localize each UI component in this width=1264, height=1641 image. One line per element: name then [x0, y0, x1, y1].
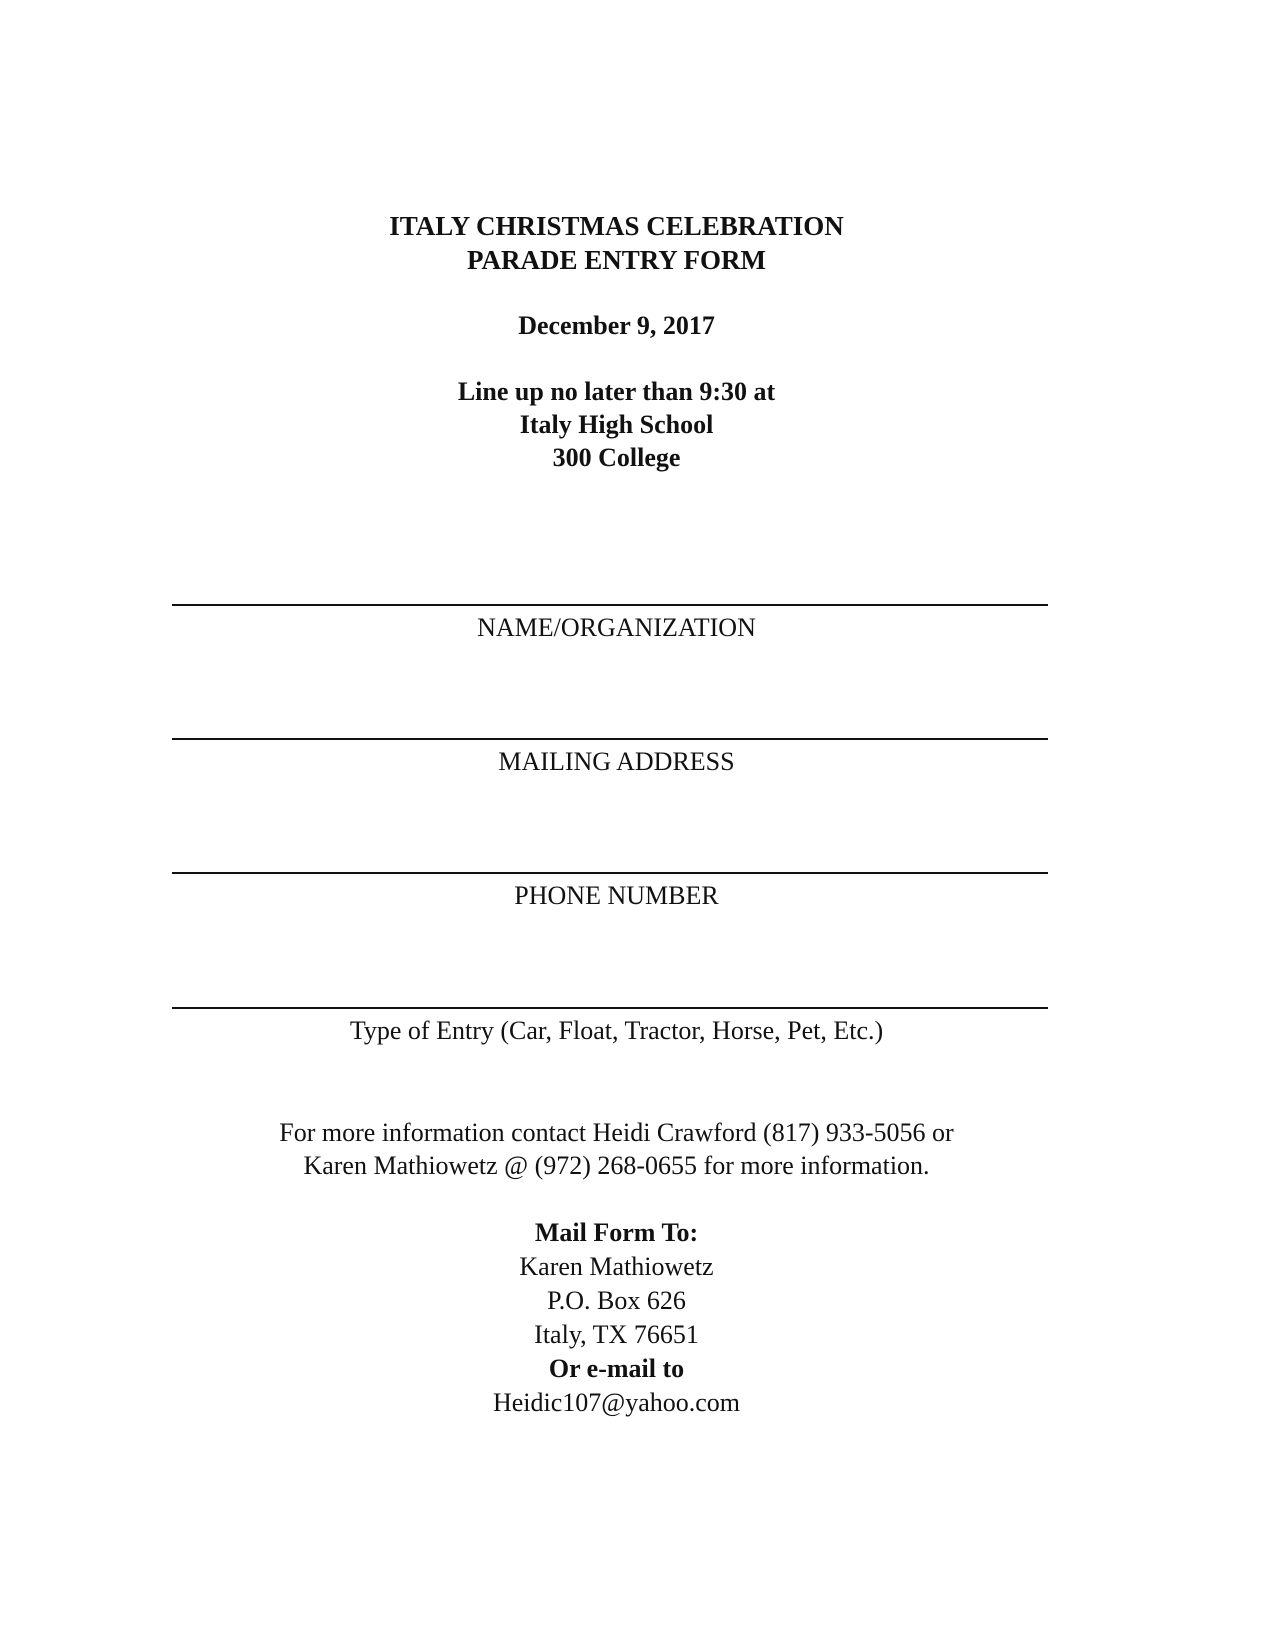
name-organization-input-line[interactable] — [172, 604, 1048, 606]
mailing-address-label: MAILING ADDRESS — [498, 747, 735, 776]
contact-info-line1: For more information contact Heidi Crawford (817) 933-5056 or — [279, 1118, 954, 1147]
mail-form-heading: Mail Form To: — [534, 1218, 699, 1247]
entry-type-label: Type of Entry (Car, Float, Tractor, Horse, Pet, Etc.) — [349, 1016, 884, 1045]
mail-po-box: P.O. Box 626 — [547, 1286, 686, 1315]
contact-info-line2: Karen Mathiowetz @ (972) 268-0655 for more information. — [303, 1151, 930, 1180]
email-heading: Or e-mail to — [548, 1354, 685, 1383]
lineup-address: 300 College — [552, 443, 681, 472]
name-organization-label: NAME/ORGANIZATION — [477, 613, 756, 642]
lineup-location: Italy High School — [519, 410, 714, 439]
phone-number-input-line[interactable] — [172, 872, 1048, 874]
event-date: December 9, 2017 — [518, 311, 715, 340]
mail-city: Italy, TX 76651 — [534, 1320, 699, 1349]
form-title-line1: ITALY CHRISTMAS CELEBRATION — [389, 211, 844, 241]
phone-number-label: PHONE NUMBER — [514, 881, 719, 910]
mailing-address-input-line[interactable] — [172, 738, 1048, 740]
entry-type-input-line[interactable] — [172, 1007, 1048, 1009]
email-address: Heidic107@yahoo.com — [492, 1388, 741, 1417]
lineup-time: Line up no later than 9:30 at — [457, 377, 776, 406]
form-title-line2: PARADE ENTRY FORM — [466, 245, 767, 275]
mail-recipient-name: Karen Mathiowetz — [519, 1252, 714, 1281]
